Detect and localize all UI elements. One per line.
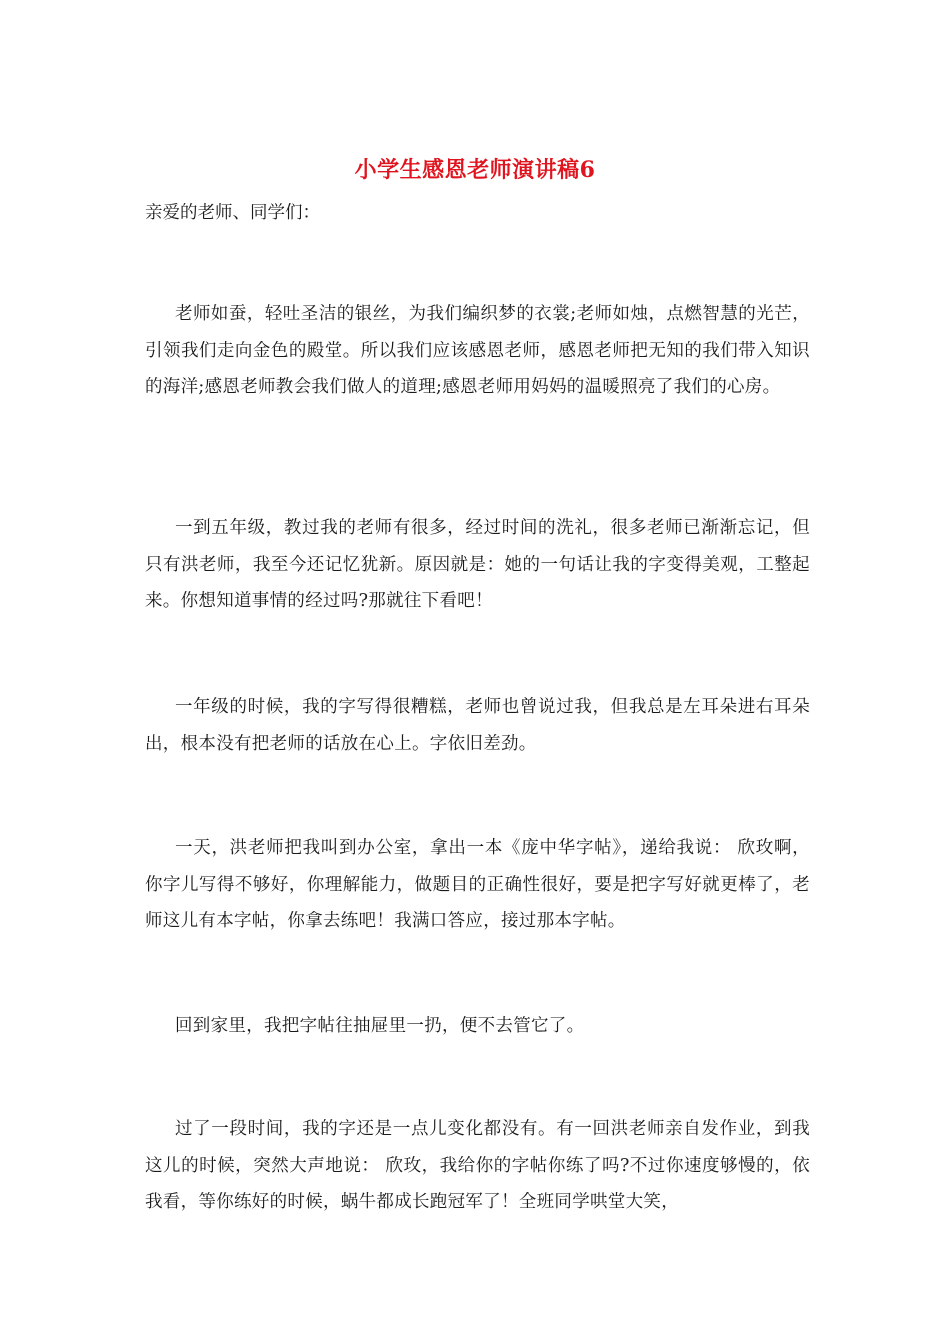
salutation: 亲爱的老师、同学们：	[145, 203, 320, 223]
paragraph: 一年级的时候，我的字写得很糟糕，老师也曾说过我，但我总是左耳朵进右耳朵出，根本没有把老师的话放在心上。字依旧差劲。	[145, 697, 810, 754]
paragraph: 一天，洪老师把我叫到办公室，拿出一本《庞中华字帖》，递给我说： 欣玫啊，你字儿写得不够好，你理解能力，做题目的正确性很好，要是把字写好就更棒了，老师这儿有本字帖，你拿去练吧！我满口答应，接过那本字帖。	[145, 838, 810, 931]
document-title: 小学生感恩老师演讲稿6	[354, 157, 596, 183]
paragraph: 过了一段时间，我的字还是一点儿变化都没有。有一回洪老师亲自发作业，到我这儿的时候，突然大声地说： 欣玫，我给你的字帖你练了吗?不过你速度够慢的，依我看，等你练好的时候，蜗牛都成长跑冠军了！全班同学哄堂大笑，	[145, 1119, 810, 1212]
paragraph: 回到家里，我把字帖往抽屉里一扔，便不去管它了。	[175, 1016, 585, 1036]
paragraph: 一到五年级，教过我的老师有很多，经过时间的洗礼，很多老师已渐渐忘记，但只有洪老师，我至今还记忆犹新。原因就是：她的一句话让我的字变得美观，工整起来。你想知道事情的经过吗?那就往下看吧！	[145, 518, 810, 611]
paragraph: 老师如蚕，轻吐圣洁的银丝，为我们编织梦的衣裳;老师如烛，点燃智慧的光芒，引领我们走向金色的殿堂。所以我们应该感恩老师，感恩老师把无知的我们带入知识的海洋;感恩老师教会我们做人的道理;感恩老师用妈妈的温暖照亮了我们的心房。	[145, 304, 810, 397]
